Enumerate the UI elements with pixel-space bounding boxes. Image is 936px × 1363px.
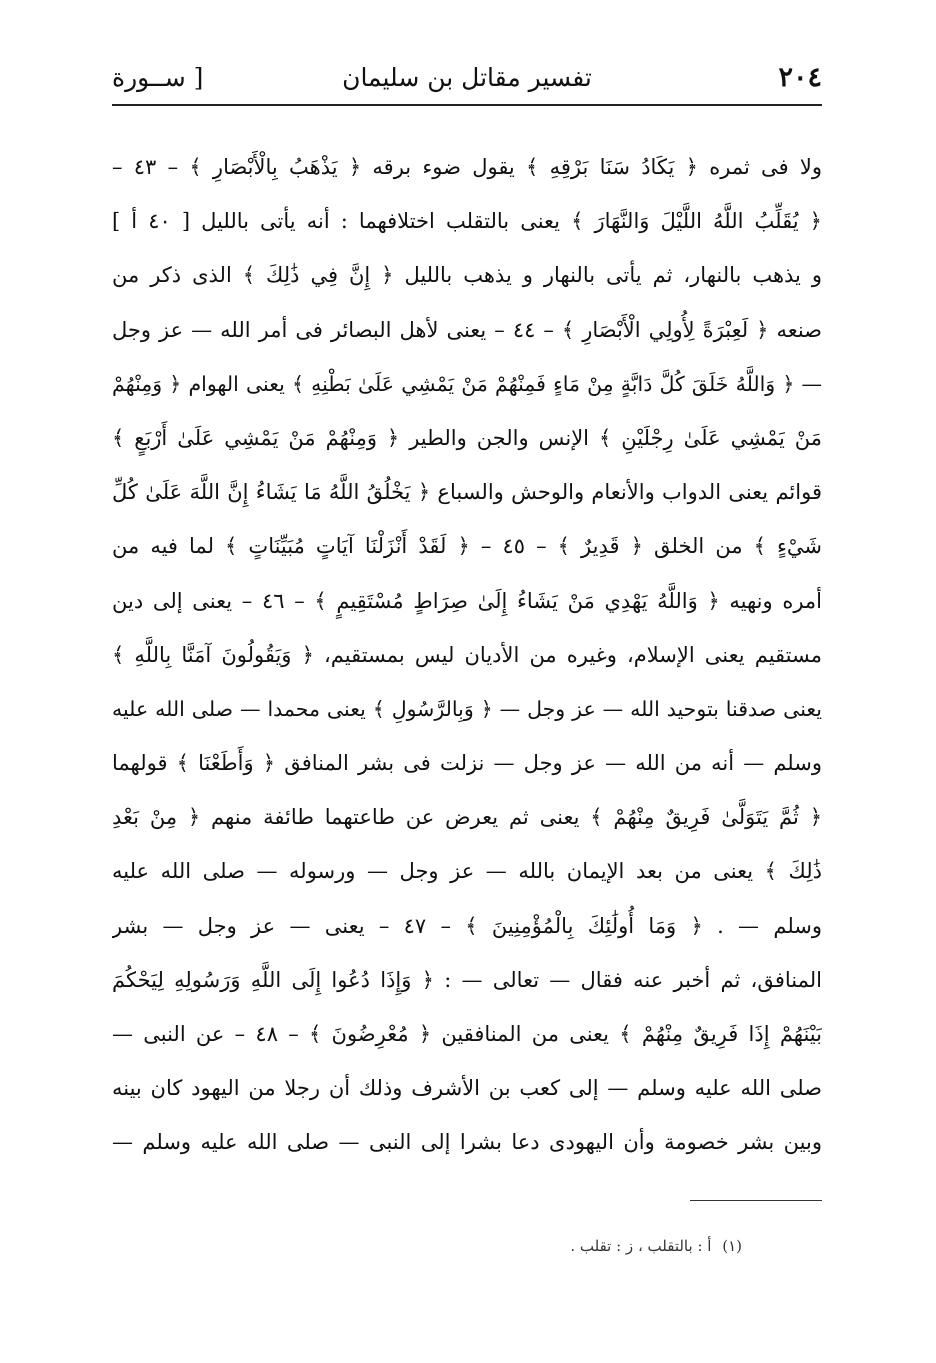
section-label: [ ســورة: [112, 63, 204, 92]
text-line: صنعه ﴿ لَعِبْرَةً لِأُولِي الْأَبْصَارِ ﴾ – ٤٤ – يعنى لأهل البصائر فى أمر الله — عز وجل: [112, 317, 822, 342]
page-number: ٢٠٤: [778, 62, 822, 93]
header-rule: [112, 104, 822, 106]
text-line: ذَٰلِكَ ﴾ يعنى من بعد الإيمان بالله — عز وجل — ورسوله — صلى الله عليه: [112, 859, 822, 884]
text-line: وبين بشر خصومة وأن اليهودى دعا بشرا إلى النبى — صلى الله عليه وسلم —: [112, 1130, 822, 1155]
body-text: [112, 140, 822, 1170]
text-line: شَيْءٍ ﴾ من الخلق ﴿ قَدِيرٌ ﴾ – ٤٥ – ﴿ لَقَدْ أَنْزَلْنَا آيَاتٍ مُبَيِّنَاتٍ ﴾ لما فيه من: [112, 534, 822, 559]
footnote-rule: [690, 1200, 822, 1201]
text-line: مَنْ يَمْشِي عَلَىٰ رِجْلَيْنِ ﴾ الإنس والجن والطير ﴿ وَمِنْهُمْ مَنْ يَمْشِي عَلَىٰ أَرْبَعٍ ﴾: [112, 425, 822, 450]
text-line: ﴿ ثُمَّ يَتَوَلَّىٰ فَرِيقٌ مِنْهُمْ ﴾ يعنى ثم يعرض عن طاعتهما طائفة منهم ﴿ مِنْ بَعْدِ: [112, 805, 822, 830]
text-line: قوائم يعنى الدواب والأنعام والوحش والسباع ﴿ يَخْلُقُ اللَّهُ مَا يَشَاءُ إِنَّ اللَّهَ عَلَىٰ كُلِّ: [112, 480, 822, 505]
text-line: المنافق، ثم أخبر عنه فقال — تعالى — : ﴿ وَإِذَا دُعُوا إِلَى اللَّهِ وَرَسُولِهِ لِيَحْكُمَ: [112, 967, 822, 992]
text-line: صلى الله عليه وسلم — إلى كعب بن الأشرف وذلك أن رجلا من اليهود كان بينه: [112, 1076, 822, 1101]
text-line: أمره ونهيه ﴿ وَاللَّهُ يَهْدِي مَنْ يَشَاءُ إِلَىٰ صِرَاطٍ مُسْتَقِيمٍ ﴾ – ٤٦ – يعنى إلى دين: [112, 588, 822, 613]
footnote-text: أ : بالتقلب ، ز : تقلب .: [570, 1237, 712, 1255]
text-line: وسلم — . ﴿ وَمَا أُولَٰئِكَ بِالْمُؤْمِنِينَ ﴾ – ٤٧ – يعنى — عز وجل — بشر: [112, 913, 822, 938]
text-line: وسلم — أنه من الله — عز وجل — نزلت فى بشر المنافق ﴿ وَأَطَعْنَا ﴾ قولهما: [112, 751, 822, 776]
footnote-marker: (١): [722, 1237, 742, 1255]
text-line: ﴿ يُقَلِّبُ اللَّهُ اللَّيْلَ وَالنَّهَارَ ﴾ يعنى بالتقلب اختلافهما : أنه يأتى بالليل [ ٤٠ أ ]: [112, 209, 822, 234]
running-title: تفسير مقاتل بن سليمان: [342, 63, 592, 92]
text-line: و يذهب بالنهار، ثم يأتى بالنهار و يذهب بالليل ﴿ إِنَّ فِي ذَٰلِكَ ﴾ الذى ذكر من: [112, 263, 822, 288]
text-line: مستقيم يعنى الإسلام، وغيره من الأديان ليس بمستقيم، ﴿ وَيَقُولُونَ آمَنَّا بِاللَّهِ ﴾: [112, 642, 822, 667]
footnote: [112, 1232, 742, 1260]
text-line: — ﴿ وَاللَّهُ خَلَقَ كُلَّ دَابَّةٍ مِنْ مَاءٍ فَمِنْهُمْ مَنْ يَمْشِي عَلَىٰ بَطْنِهِ ﴾ يعنى الهوام ﴿ وَمِنْهُمْ: [112, 371, 822, 396]
text-line: ولا فى ثمره ﴿ يَكَادُ سَنَا بَرْقِهِ ﴾ يقول ضوء برقه ﴿ يَذْهَبُ بِالْأَبْصَارِ ﴾ – ٤٣ –: [112, 155, 822, 179]
text-line: يعنى صدقنا بتوحيد الله — عز وجل — ﴿ وَبِالرَّسُولِ ﴾ يعنى محمدا — صلى الله عليه: [112, 696, 822, 721]
running-header: [112, 58, 822, 98]
text-line: بَيْنَهُمْ إِذَا فَرِيقٌ مِنْهُمْ ﴾ يعنى من المنافقين ﴿ مُعْرِضُونَ ﴾ – ٤٨ – عن النبى —: [112, 1022, 822, 1046]
